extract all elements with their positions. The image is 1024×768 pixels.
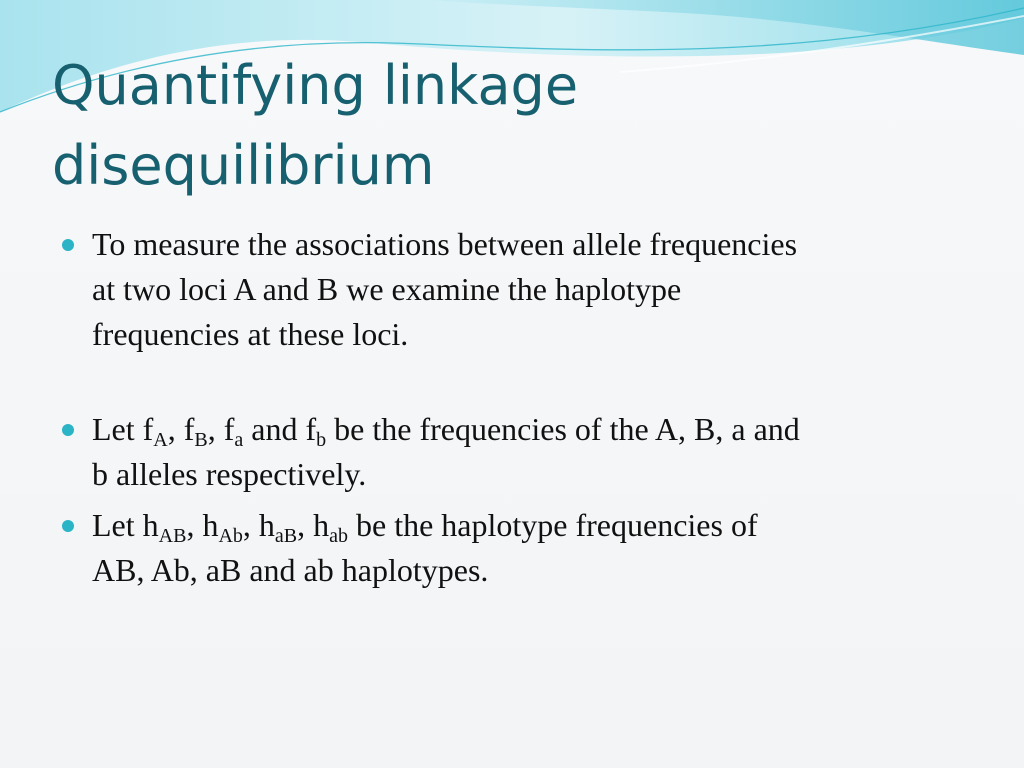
bullet1-line2: at two loci A and B we examine the haplotype (92, 271, 682, 307)
bullet-dot-icon (62, 520, 74, 532)
bullet1-line3: frequencies at these loci. (92, 316, 409, 352)
bullet3-line2: AB, Ab, aB and ab haplotypes. (92, 552, 489, 588)
bullet3-text-4: , h (297, 507, 330, 543)
bullet2-line2: b alleles respectively. (92, 456, 367, 492)
bullet3-text-3: , h (242, 507, 275, 543)
bullet2-sub-1: A (153, 429, 168, 451)
title-line-2: disequilibrium (52, 134, 435, 197)
bullet2-text-2: , f (167, 411, 195, 447)
bullet2-text-1: Let f (92, 411, 154, 447)
bullet-item-measure (62, 222, 982, 357)
slide-title (52, 46, 952, 206)
bullet3-sub-3: aB (274, 525, 298, 547)
bullet-item-allele-frequencies (62, 407, 982, 497)
bullet1-line1: To measure the associations between allele frequencies (92, 226, 798, 262)
bullet3-text-5: be the haplotype frequencies of (348, 507, 758, 543)
bullet-dot-icon (62, 239, 74, 251)
bullet2-sub-2: B (194, 429, 208, 451)
bullet-dot-icon (62, 424, 74, 436)
bullet3-sub-1: AB (158, 525, 187, 547)
bullet2-sub-4: b (316, 429, 327, 451)
bullet3-sub-4: ab (329, 525, 348, 547)
bullet3-text-2: , h (186, 507, 219, 543)
bullet2-text-5: be the frequencies of the A, B, a and (326, 411, 800, 447)
bullet3-text-1: Let h (92, 507, 159, 543)
bullet2-text-4: and f (243, 411, 317, 447)
bullet2-sub-3: a (234, 429, 244, 451)
bullet-item-haplotype-frequencies (62, 503, 982, 593)
bullet-list (62, 222, 982, 593)
bullet3-sub-2: Ab (218, 525, 243, 547)
title-line-1: Quantifying linkage (52, 54, 579, 117)
bullet2-text-3: , f (207, 411, 235, 447)
